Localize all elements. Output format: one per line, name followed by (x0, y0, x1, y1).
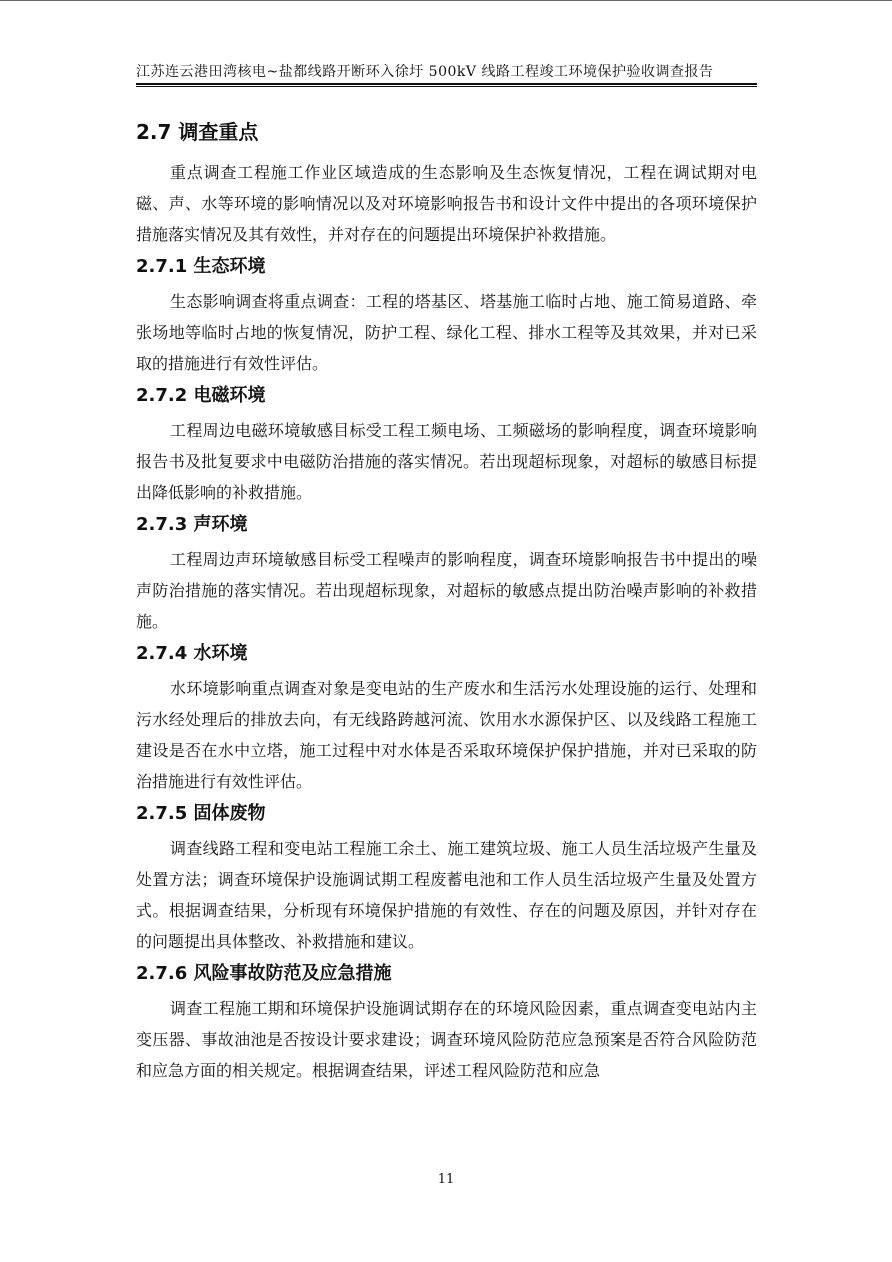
paragraph: 工程周边电磁环境敏感目标受工程工频电场、工频磁场的影响程度，调查环境影响报告书及批复要求中电磁防治措施的落实情况。若出现超标现象，对超标的敏感目标提出降低影响的补救措施。 (136, 421, 757, 502)
section-heading-2-7-6: 2.7.6 风险事故防范及应急措施 (136, 963, 392, 984)
paragraph: 水环境影响重点调查对象是变电站的生产废水和生活污水处理设施的运行、处理和污水经处理后的排放去向，有无线路跨越河流、饮用水水源保护区、以及线路工程施工建设是否在水中立塔，施工过程中对水体是否采取环境保护保护措施，并对已采取的防治措施进行有效性评估。 (136, 679, 757, 791)
page-number: 11 (437, 1172, 455, 1187)
section-heading-2-7-3: 2.7.3 声环境 (136, 514, 248, 535)
paragraph: 工程周边声环境敏感目标受工程噪声的影响程度，调查环境影响报告书中提出的噪声防治措施的落实情况。若出现超标现象，对超标的敏感点提出防治噪声影响的补救措施。 (136, 550, 757, 631)
paragraph: 重点调查工程施工作业区域造成的生态影响及生态恢复情况，工程在调试期对电磁、声、水等环境的影响情况以及对环境影响报告书和设计文件中提出的各项环境保护措施落实情况及其有效性，并对存在的问题提出环境保护补救措施。 (136, 163, 757, 244)
header-rule-thin (136, 86, 757, 87)
page-body (136, 116, 757, 1088)
paragraph: 生态影响调查将重点调查：工程的塔基区、塔基施工临时占地、施工简易道路、牵张场地等临时占地的恢复情况，防护工程、绿化工程、排水工程等及其效果，并对已采取的措施进行有效性评估。 (136, 292, 757, 373)
header-rule (136, 83, 757, 85)
section-heading-2-7-1: 2.7.1 生态环境 (136, 256, 266, 277)
section-heading-2-7-5: 2.7.5 固体废物 (136, 803, 266, 824)
section-heading-2-7: 2.7 调查重点 (136, 120, 259, 144)
running-header: 江苏连云港田湾核电~盐都线路开断环入徐圩 500kV 线路工程竣工环境保护验收调查报告 (136, 64, 714, 80)
section-heading-2-7-4: 2.7.4 水环境 (136, 643, 248, 664)
page-top-edge (0, 0, 892, 1)
paragraph: 调查工程施工期和环境保护设施调试期存在的环境风险因素，重点调查变电站内主变压器、事故油池是否按设计要求建设；调查环境风险防范应急预案是否符合风险防范和应急方面的相关规定。根据调查结果，评述工程风险防范和应急 (136, 999, 757, 1080)
paragraph: 调查线路工程和变电站工程施工余土、施工建筑垃圾、施工人员生活垃圾产生量及处置方法；调查环境保护设施调试期工程废蓄电池和工作人员生活垃圾产生量及处置方式。根据调查结果，分析现有环境保护措施的有效性、存在的问题及原因，并针对存在的问题提出具体整改、补救措施和建议。 (136, 839, 757, 951)
section-heading-2-7-2: 2.7.2 电磁环境 (136, 385, 266, 406)
